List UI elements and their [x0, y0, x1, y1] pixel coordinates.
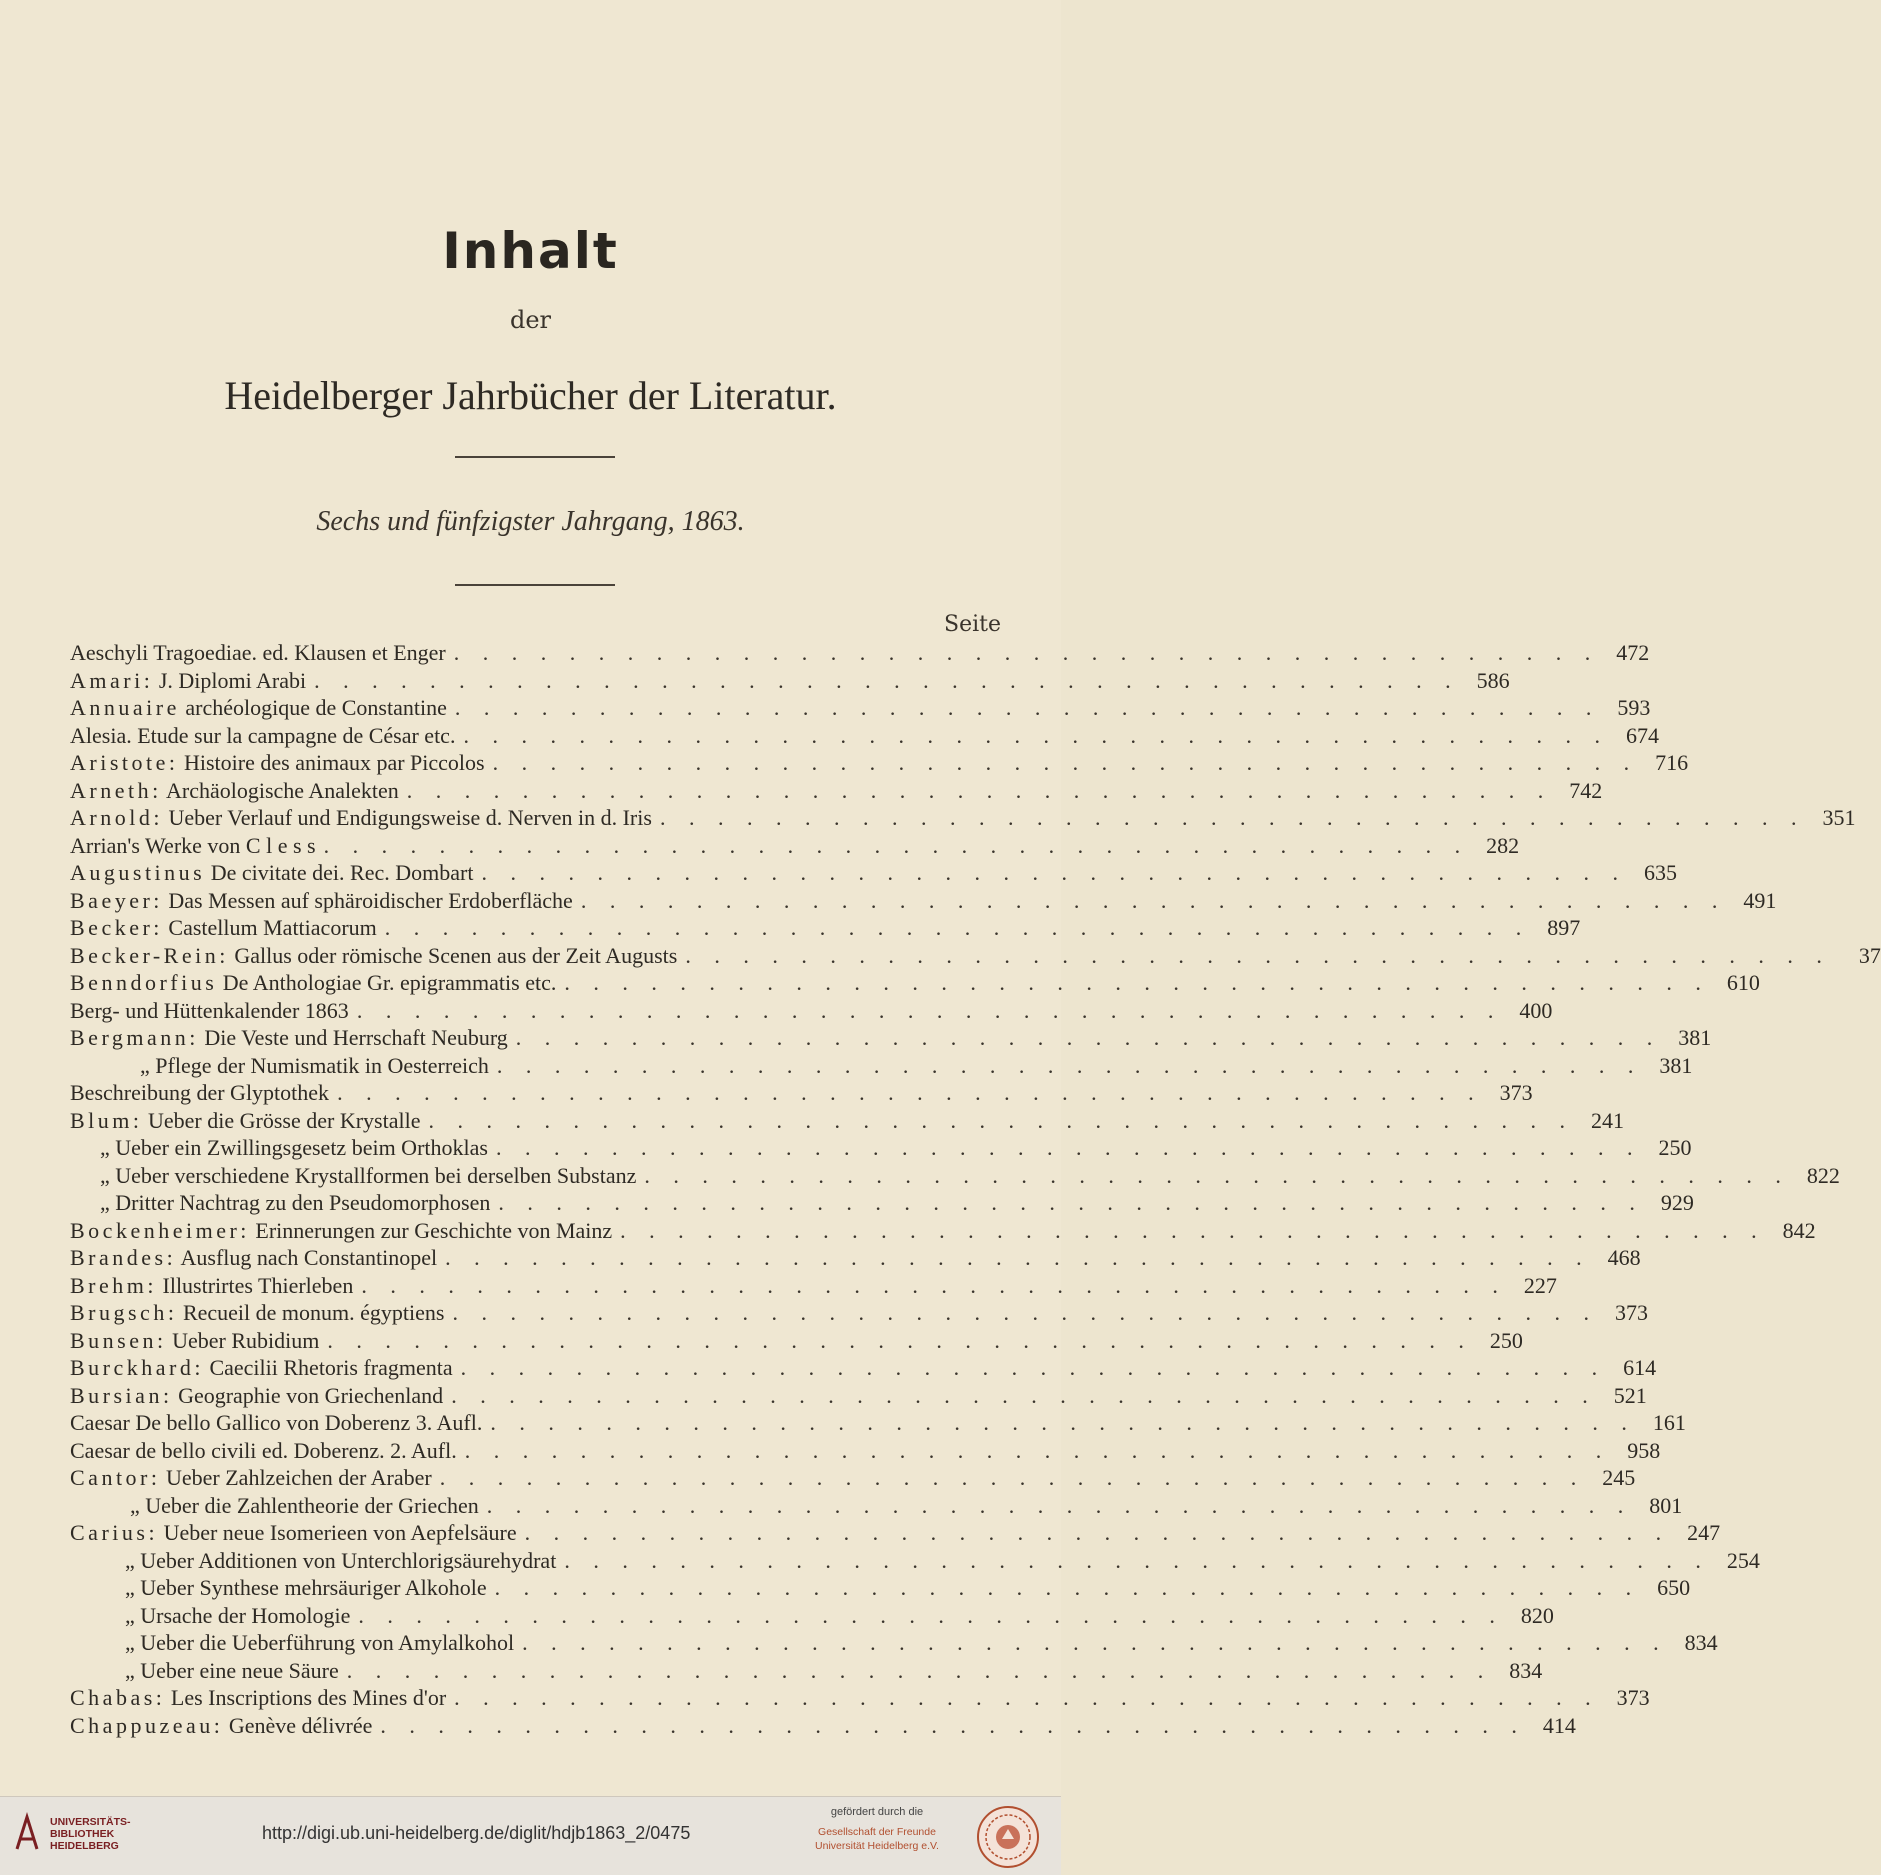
entry-title: Aeschyli Tragoediae. ed. Klausen et Enger [70, 640, 446, 665]
leader-dots: . . . . . . . . . . . . . . . . . . . . . . . . . . . . . . . . . . . . . . . . [380, 1712, 1526, 1738]
entry-page-number: 834 [1684, 1630, 1718, 1655]
contents-entry [70, 1465, 1636, 1493]
leader-dots: . . . . . . . . . . . . . . . . . . . . . . . . . . . . . . . . . . . . . . . . [346, 1657, 1493, 1683]
university-seal-icon [976, 1805, 1040, 1869]
entry-title: Ueber die Grösse der Krystalle [148, 1107, 421, 1133]
entry-page-number: 958 [1627, 1437, 1661, 1463]
entry-page-number: 842 [1782, 1217, 1816, 1243]
leader-dots: . . . . . . . . . . . . . . . . . . . . . . . . . . . . . . . . . . . . . . . . [453, 640, 1600, 665]
entry-page-number: 491 [1743, 887, 1777, 913]
entry-author: Bockenheimer: [70, 1217, 250, 1243]
leader-dots: . . . . . . . . . . . . . . . . . . . . . . . . . . . . . . . . . . . . . . . . [356, 997, 1503, 1023]
divider-top [455, 456, 615, 458]
contents-entry [70, 942, 1881, 971]
entry-page-number: 929 [1660, 1190, 1694, 1215]
leader-dots: . . . . . . . . . . . . . . . . . . . . . . . . . . . . . . . . . . . . . . . . [490, 1410, 1636, 1435]
entry-title: Gallus oder römische Scenen aus der Zeit Augusts [234, 942, 678, 968]
entry-title: Les Inscriptions des Mines d'or [170, 1685, 447, 1710]
entry-title: Arrian's Werke von C l e s s [70, 832, 316, 858]
leader-dots: . . . . . . . . . . . . . . . . . . . . . . . . . . . . . . . . . . . . . . . . [428, 1107, 1574, 1133]
entry-page-number: 716 [1655, 750, 1689, 775]
entry-page-number: 351 [1822, 805, 1856, 830]
entry-page-number: 400 [1519, 997, 1553, 1023]
contents-entry [70, 1052, 1693, 1081]
entry-title: „ Ursache der Homologie [125, 1602, 351, 1628]
journal-title: Heidelberger Jahrbücher der Literatur. [224, 373, 837, 418]
leader-dots: . . . . . . . . . . . . . . . . . . . . . . . . . . . . . . . . . . . . . . . . [454, 1685, 1600, 1710]
entry-title: „ Dritter Nachtrag zu den Pseudomorphosen [100, 1190, 491, 1215]
entry-title: Ueber Zahlzeichen der Araber [166, 1465, 432, 1490]
entry-title: Caesar De bello Gallico von Doberenz 3. Aufl. [70, 1410, 483, 1435]
entry-page-number: 373 [1499, 1080, 1533, 1105]
leader-dots: . . . . . . . . . . . . . . . . . . . . . . . . . . . . . . . . . . . . . . . . [496, 1052, 1643, 1078]
entry-title: „ Ueber die Ueberführung von Amylalkohol [125, 1630, 515, 1655]
leader-dots: . . . . . . . . . . . . . . . . . . . . . . . . . . . . . . . . . . . . . . . . [406, 777, 1553, 803]
entry-page-number: 254 [1726, 1547, 1760, 1573]
leader-dots: . . . . . . . . . . . . . . . . . . . . . . . . . . . . . . . . . . . . . . . . [439, 1465, 1586, 1490]
entry-title: archéologique de Constantine [185, 695, 447, 720]
contents-entry [70, 1575, 1691, 1603]
leader-dots: . . . . . . . . . . . . . . . . . . . . . . . . . . . . . . . . . . . . . . . . [337, 1080, 1483, 1105]
entry-page-number: 472 [1616, 640, 1650, 665]
page-title: Inhalt [442, 222, 619, 280]
contents-entry [70, 667, 1510, 696]
contents-entry [70, 1272, 1557, 1301]
leader-dots: . . . . . . . . . . . . . . . . . . . . . . . . . . . . . . . . . . . . . . . . [445, 1245, 1591, 1270]
entry-page-number: 801 [1649, 1492, 1683, 1518]
contents-list [70, 640, 1881, 1740]
leader-dots: . . . . . . . . . . . . . . . . . . . . . . . . . . . . . . . . . . . . . . . . [481, 860, 1627, 885]
contents-entry [70, 1025, 1712, 1053]
contents-entry [70, 1712, 1576, 1741]
contents-entry [70, 1245, 1641, 1273]
leader-dots: . . . . . . . . . . . . . . . . . . . . . . . . . . . . . . . . . . . . . . . . [486, 1492, 1633, 1518]
contents-entry [70, 1135, 1692, 1163]
contents-entry [70, 915, 1581, 943]
entry-author: Bursian: [70, 1382, 173, 1408]
leader-dots: . . . . . . . . . . . . . . . . . . . . . . . . . . . . . . . . . . . . . . . . [361, 1272, 1507, 1298]
contents-entry [70, 1327, 1523, 1356]
contents-entry [70, 722, 1659, 751]
entry-page-number: 161 [1652, 1410, 1686, 1435]
page-column-header: Seite [944, 612, 1001, 637]
leader-dots: . . . . . . . . . . . . . . . . . . . . . . . . . . . . . . . . . . . . . . . . [451, 1382, 1597, 1408]
leader-dots: . . . . . . . . . . . . . . . . . . . . . . . . . . . . . . . . . . . . . . . . [384, 915, 1531, 940]
entry-title: „ Ueber die Zahlentheorie der Griechen [130, 1492, 479, 1518]
leader-dots: . . . . . . . . . . . . . . . . . . . . . . . . . . . . . . . . . . . . . . . . [685, 942, 1831, 968]
contents-entry [70, 1162, 1840, 1191]
contents-entry [70, 805, 1856, 833]
entry-author: Chappuzeau: [70, 1712, 224, 1738]
entry-page-number: 247 [1687, 1520, 1721, 1545]
leader-dots: . . . . . . . . . . . . . . . . . . . . . . . . . . . . . . . . . . . . . . . . [524, 1520, 1671, 1545]
entry-title: Illustrirtes Thierleben [162, 1272, 354, 1298]
library-name: UNIVERSITÄTS- BIBLIOTHEK HEIDELBERG [50, 1816, 131, 1852]
contents-entry [70, 640, 1650, 668]
entry-title: Ueber Rubidium [172, 1327, 320, 1353]
contents-entry [70, 1217, 1816, 1246]
leader-dots: . . . . . . . . . . . . . . . . . . . . . . . . . . . . . . . . . . . . . . . . [314, 667, 1460, 693]
contents-entry [70, 1382, 1647, 1411]
contents-entry [70, 1520, 1721, 1548]
viewer-footer [0, 1796, 1061, 1875]
leader-dots: . . . . . . . . . . . . . . . . . . . . . . . . . . . . . . . . . . . . . . . . [358, 1602, 1504, 1628]
entry-title: „ Ueber eine neue Säure [125, 1657, 339, 1683]
entry-page-number: 834 [1509, 1657, 1543, 1683]
entry-title: J. Diplomi Arabi [158, 667, 307, 693]
entry-author: Blum: [70, 1107, 143, 1133]
entry-page-number: 37 [1858, 942, 1881, 968]
leader-dots: . . . . . . . . . . . . . . . . . . . . . . . . . . . . . . . . . . . . . . . . [620, 1217, 1766, 1243]
entry-page-number: 635 [1643, 860, 1677, 885]
contents-entry [70, 832, 1520, 861]
entry-page-number: 822 [1806, 1162, 1840, 1188]
entry-page-number: 250 [1489, 1327, 1523, 1353]
entry-page-number: 820 [1520, 1602, 1554, 1628]
entry-page-number: 468 [1607, 1245, 1641, 1270]
title-connector: der [509, 306, 552, 334]
contents-entry [70, 777, 1603, 806]
contents-entry [70, 1355, 1657, 1383]
contents-entry [70, 997, 1553, 1026]
entry-page-number: 610 [1726, 970, 1760, 995]
contents-entry [70, 1107, 1624, 1136]
entry-title: Ausflug nach Constantinopel [180, 1245, 438, 1270]
leader-dots: . . . . . . . . . . . . . . . . . . . . . . . . . . . . . . . . . . . . . . . . [515, 1025, 1662, 1050]
entry-title: „ Pflege der Numismatik in Oesterreich [140, 1052, 489, 1078]
leader-dots: . . . . . . . . . . . . . . . . . . . . . . . . . . . . . . . . . . . . . . . . [323, 832, 1470, 858]
contents-entry [70, 1190, 1694, 1218]
contents-entry [70, 1492, 1683, 1521]
entry-author: Arneth: [70, 777, 162, 803]
leader-dots: . . . . . . . . . . . . . . . . . . . . . . . . . . . . . . . . . . . . . . . . [460, 1355, 1607, 1380]
entry-title: Ueber Verlauf und Endigungsweise d. Nerven in d. Iris [168, 805, 652, 830]
entry-author: Arnold: [70, 805, 163, 830]
entry-page-number: 586 [1476, 667, 1510, 693]
leader-dots: . . . . . . . . . . . . . . . . . . . . . . . . . . . . . . . . . . . . . . . . [495, 1135, 1642, 1160]
entry-page-number: 373 [1616, 1685, 1650, 1710]
entry-author: Burckhard: [70, 1355, 204, 1380]
contents-entry [70, 970, 1760, 998]
leader-dots: . . . . . . . . . . . . . . . . . . . . . . . . . . . . . . . . . . . . . . . . [522, 1630, 1668, 1655]
entry-title: „ Ueber Synthese mehrsäuriger Alkohole [125, 1575, 487, 1600]
entry-author: Brehm: [70, 1272, 157, 1298]
leader-dots: . . . . . . . . . . . . . . . . . . . . . . . . . . . . . . . . . . . . . . . . [498, 1190, 1644, 1215]
entry-title: Genève délivrée [228, 1712, 373, 1738]
leader-dots: . . . . . . . . . . . . . . . . . . . . . . . . . . . . . . . . . . . . . . . . [564, 1547, 1710, 1573]
entry-title: Castellum Mattiacorum [168, 915, 377, 940]
leader-dots: . . . . . . . . . . . . . . . . . . . . . . . . . . . . . . . . . . . . . . . . [494, 1575, 1641, 1600]
entry-title: Alesia. Etude sur la campagne de César etc. [70, 722, 456, 748]
entry-title: Berg- und Hüttenkalender 1863 [70, 997, 349, 1023]
entry-title: Das Messen auf sphäroidischer Erdoberfläche [168, 887, 573, 913]
leader-dots: . . . . . . . . . . . . . . . . . . . . . . . . . . . . . . . . . . . . . . . . [454, 695, 1601, 720]
entry-page-number: 381 [1678, 1025, 1712, 1050]
entry-page-number: 521 [1613, 1382, 1647, 1408]
permalink-url[interactable]: http://digi.ub.uni-heidelberg.de/diglit/hdjb1863_2/0475 [262, 1823, 691, 1843]
leader-dots: . . . . . . . . . . . . . . . . . . . . . . . . . . . . . . . . . . . . . . . . [452, 1300, 1598, 1325]
leader-dots: . . . . . . . . . . . . . . . . . . . . . . . . . . . . . . . . . . . . . . . . [580, 887, 1727, 913]
entry-title: Die Veste und Herrschaft Neuburg [204, 1025, 508, 1050]
entry-author: Bergmann: [70, 1025, 199, 1050]
entry-page-number: 282 [1486, 832, 1520, 858]
entry-title: Histoire des animaux par Piccolos [184, 750, 485, 775]
leader-dots: . . . . . . . . . . . . . . . . . . . . . . . . . . . . . . . . . . . . . . . . [659, 805, 1806, 830]
contents-entry [70, 750, 1689, 778]
entry-page-number: 674 [1625, 722, 1659, 748]
entry-page-number: 614 [1623, 1355, 1657, 1380]
contents-entry [70, 1300, 1648, 1328]
entry-author: Becker: [70, 915, 163, 940]
leader-dots: . . . . . . . . . . . . . . . . . . . . . . . . . . . . . . . . . . . . . . . . [464, 1437, 1611, 1463]
contents-entry [70, 1437, 1661, 1466]
entry-page-number: 593 [1617, 695, 1651, 720]
contents-entry [70, 1685, 1650, 1713]
contents-entry [70, 887, 1777, 916]
leader-dots: . . . . . . . . . . . . . . . . . . . . . . . . . . . . . . . . . . . . . . . . [492, 750, 1639, 775]
entry-title: „ Ueber ein Zwillingsgesetz beim Orthoklas [100, 1135, 488, 1160]
entry-title: Archäologische Analekten [166, 777, 399, 803]
leader-dots: . . . . . . . . . . . . . . . . . . . . . . . . . . . . . . . . . . . . . . . . [327, 1327, 1473, 1353]
entry-page-number: 250 [1658, 1135, 1692, 1160]
entry-author: Aristote: [70, 750, 179, 775]
leader-dots: . . . . . . . . . . . . . . . . . . . . . . . . . . . . . . . . . . . . . . . . [564, 970, 1710, 995]
contents-entry [70, 1630, 1718, 1658]
entry-title: Erinnerungen zur Geschichte von Mainz [255, 1217, 613, 1243]
entry-title: Beschreibung der Glyptothek [70, 1080, 330, 1105]
entry-page-number: 414 [1542, 1712, 1576, 1738]
entry-author: Chabas: [70, 1685, 166, 1710]
entry-title: Ueber neue Isomerieen von Aepfelsäure [163, 1520, 517, 1545]
entry-author: Augustinus [70, 860, 206, 885]
volume-year: Sechs und fünfzigster Jahrgang, 1863. [316, 506, 745, 537]
entry-title: „ Ueber verschiedene Krystallformen bei derselben Substanz [100, 1162, 637, 1188]
library-logo-icon [14, 1813, 40, 1853]
contents-entry [70, 1657, 1543, 1686]
entry-title: Recueil de monum. égyptiens [182, 1300, 445, 1325]
entry-page-number: 650 [1657, 1575, 1691, 1600]
entry-page-number: 241 [1590, 1107, 1624, 1133]
entry-author: Annuaire [70, 695, 180, 720]
leader-dots: . . . . . . . . . . . . . . . . . . . . . . . . . . . . . . . . . . . . . . . . [644, 1162, 1790, 1188]
entry-author: Brandes: [70, 1245, 177, 1270]
entry-title: „ Ueber Additionen von Unterchlorigsäurehydrat [125, 1547, 557, 1573]
entry-title: De Anthologiae Gr. epigrammatis etc. [222, 970, 557, 995]
entry-author: Becker-Rein: [70, 942, 229, 968]
divider-bottom [455, 584, 615, 586]
entry-author: Baeyer: [70, 887, 163, 913]
entry-title: Caesar de bello civili ed. Doberenz. 2. Aufl. [70, 1437, 457, 1463]
entry-author: Brugsch: [70, 1300, 178, 1325]
entry-author: Bunsen: [70, 1327, 167, 1353]
entry-page-number: 373 [1614, 1300, 1648, 1325]
entry-title: De civitate dei. Rec. Dombart [210, 860, 474, 885]
leader-dots: . . . . . . . . . . . . . . . . . . . . . . . . . . . . . . . . . . . . . . . . [463, 722, 1609, 748]
contents-entry [70, 695, 1651, 723]
contents-entry [70, 860, 1677, 888]
entry-author: Cantor: [70, 1465, 161, 1490]
entry-author: Carius: [70, 1520, 159, 1545]
entry-page-number: 381 [1659, 1052, 1693, 1078]
entry-author: Benndorfius [70, 970, 218, 995]
contents-entry [70, 1080, 1533, 1108]
entry-page-number: 227 [1523, 1272, 1557, 1298]
entry-page-number: 897 [1547, 915, 1581, 940]
entry-author: Amari: [70, 667, 154, 693]
entry-title: Caecilii Rhetoris fragmenta [209, 1355, 453, 1380]
funding-note: gefördert durch die Gesellschaft der Freunde Universität Heidelberg e.V. [815, 1806, 939, 1852]
contents-entry [70, 1410, 1686, 1438]
entry-page-number: 742 [1569, 777, 1603, 803]
contents-entry [70, 1602, 1554, 1631]
entry-page-number: 245 [1602, 1465, 1636, 1490]
entry-title: Geographie von Griechenland [178, 1382, 444, 1408]
contents-entry [70, 1547, 1760, 1576]
